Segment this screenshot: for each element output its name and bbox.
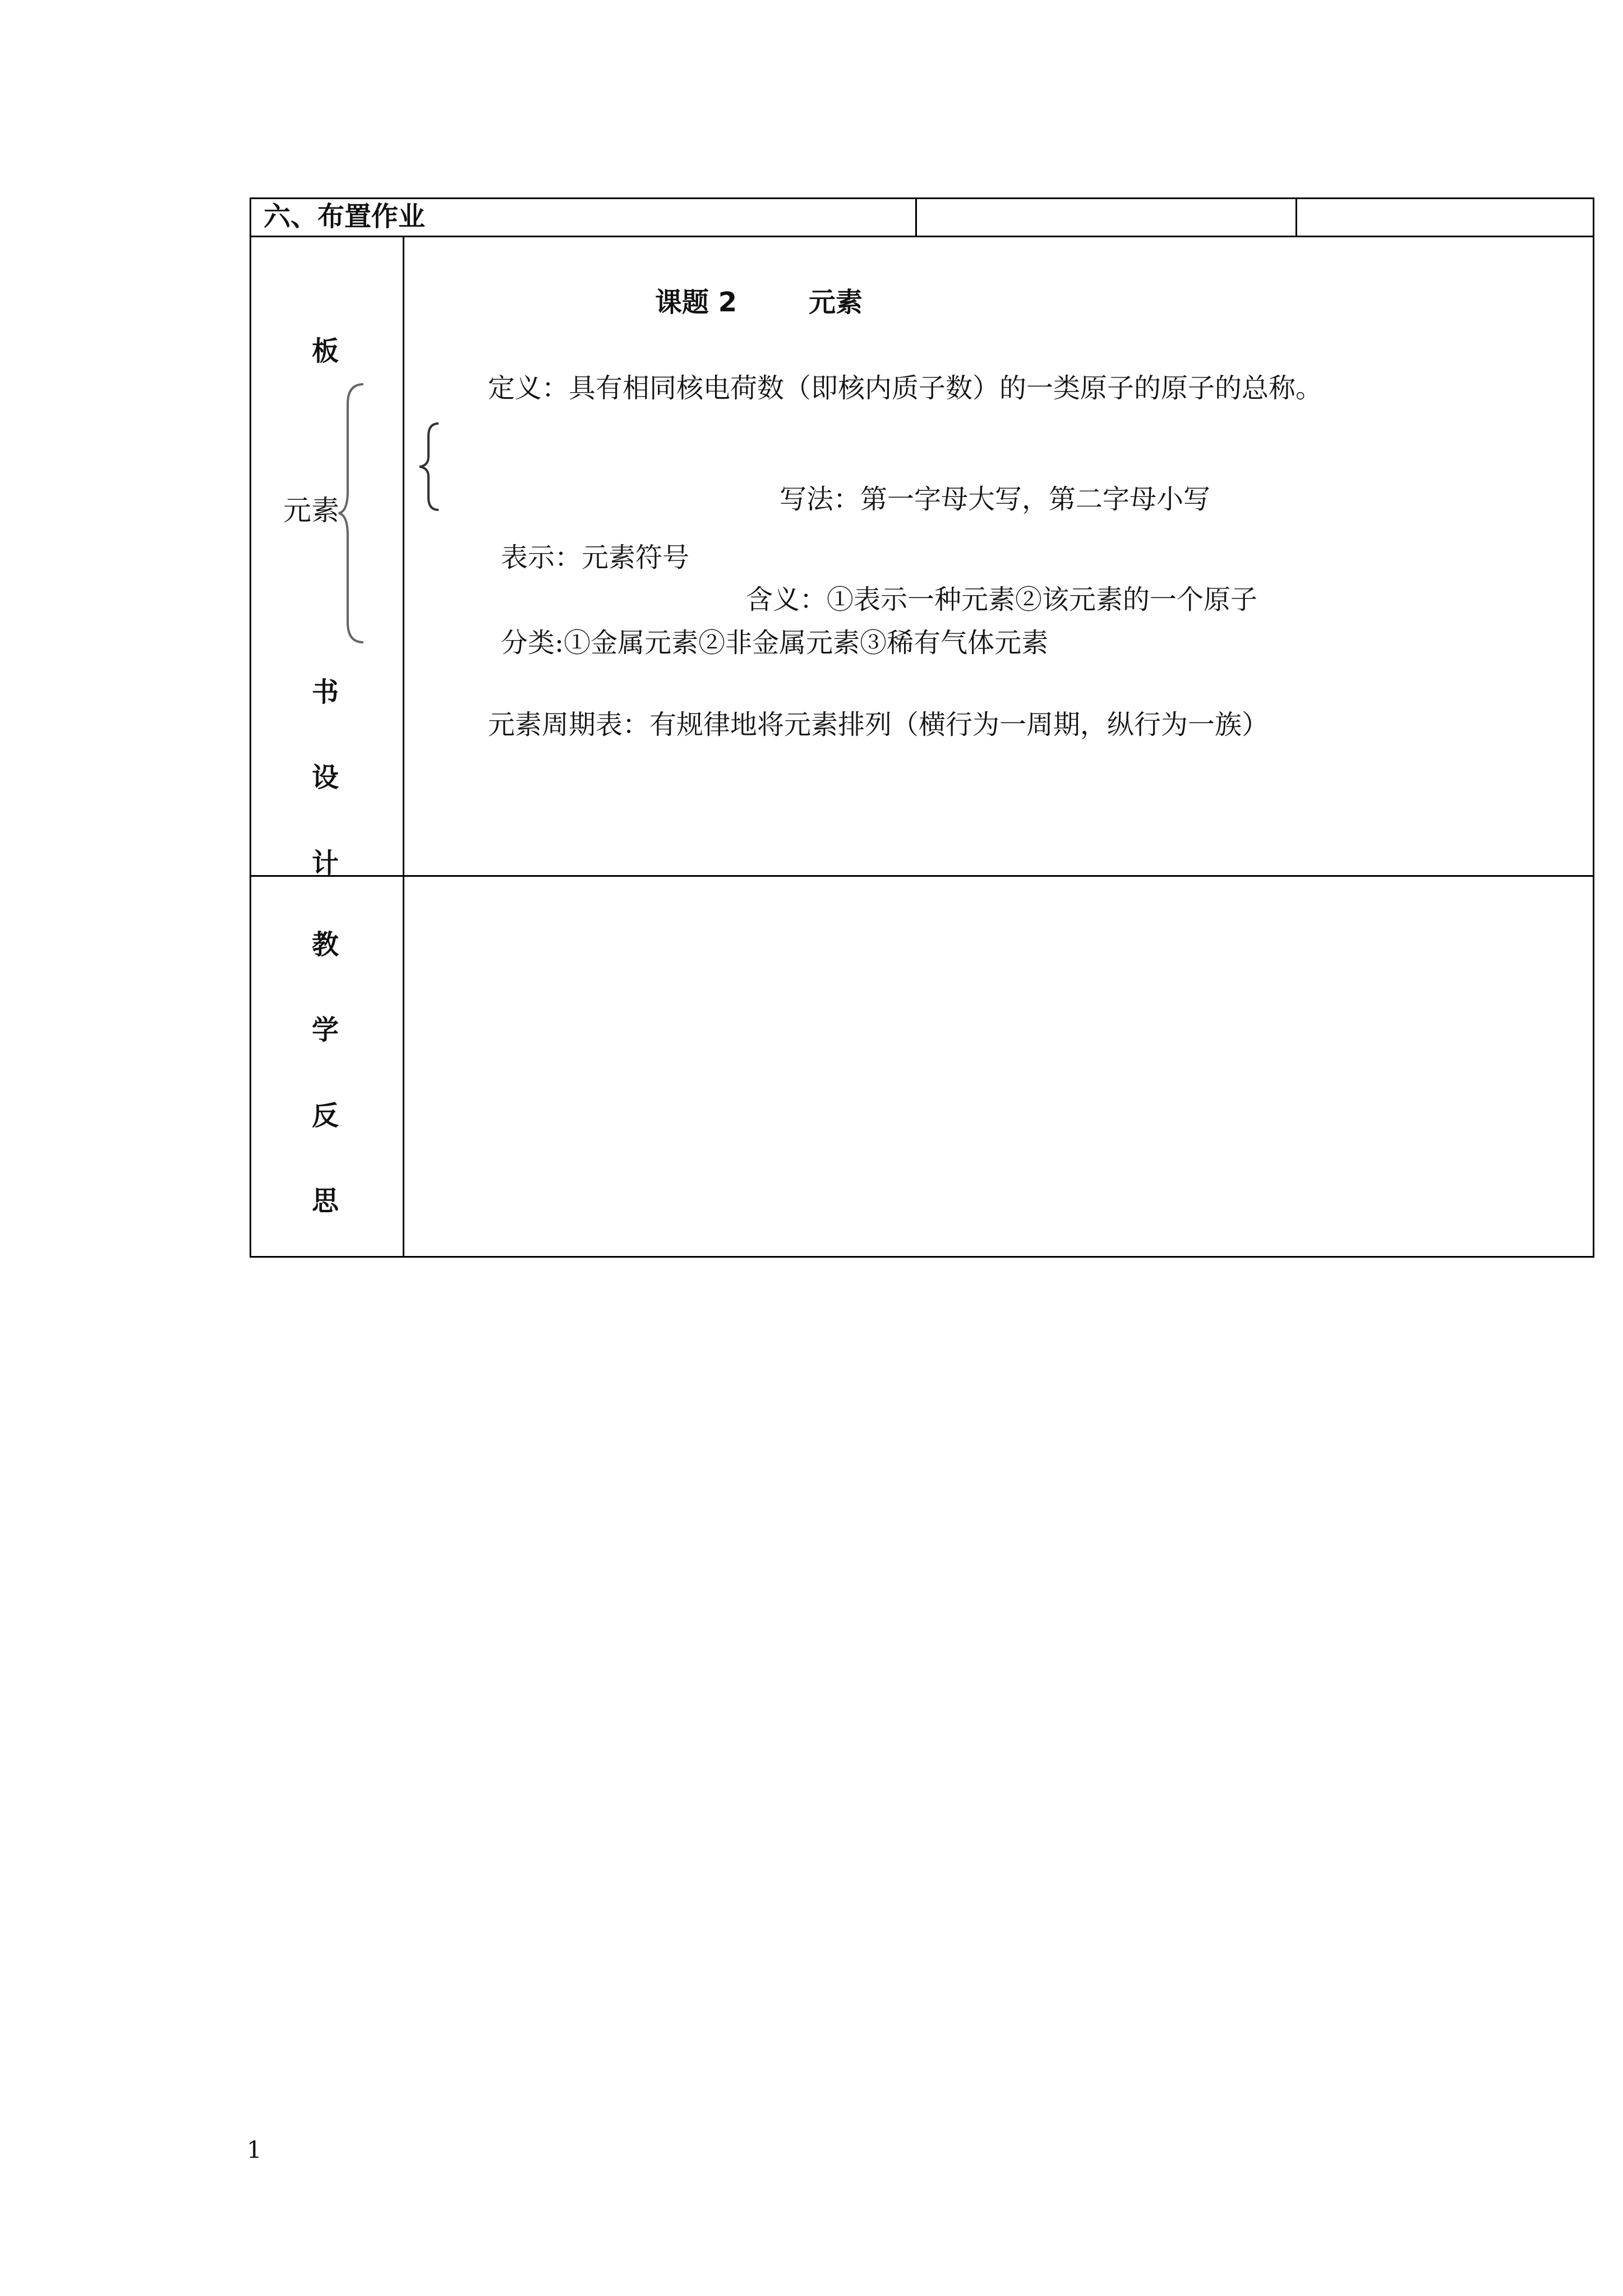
header-col-divider-1 (915, 197, 917, 237)
reflection-label-char-2: 学 (312, 1014, 339, 1046)
label-col-divider (403, 236, 404, 1258)
header-row-divider (250, 236, 1594, 237)
board-label-char-1: 板 (312, 335, 339, 367)
large-brace-icon (336, 381, 370, 645)
periodic-table-text: 元素周期表：有规律地将元素排列（横行为一周期，纵行为一族） (488, 709, 1269, 740)
board-label-char-2: 书 (312, 677, 339, 708)
writing-rule-text: 写法：第一字母大写，第二字母小写 (780, 484, 1211, 515)
representation-text: 表示：元素符号 (501, 542, 690, 573)
reflection-label-char-4: 思 (312, 1185, 339, 1217)
lesson-title-word: 元素 (809, 287, 863, 318)
board-row-divider (250, 875, 1594, 877)
meaning-text: 含义：①表示一种元素②该元素的一个原子 (746, 584, 1258, 615)
reflection-label-char-1: 教 (312, 929, 339, 960)
reflection-label-char-3: 反 (312, 1100, 339, 1131)
board-label-char-4: 计 (312, 848, 339, 879)
classification-text: 分类:①金属元素②非金属元素③稀有气体元素 (501, 627, 1049, 659)
element-side-word: 元素 (283, 494, 339, 527)
small-brace-icon (416, 422, 444, 512)
definition-text: 定义：具有相同核电荷数（即核内质子数）的一类原子的原子的总称。 (488, 372, 1323, 404)
lesson-title: 课题 2 (655, 287, 737, 318)
page-number: 1 (247, 2136, 262, 2164)
section-title: 六、布置作业 (264, 201, 426, 232)
header-col-divider-2 (1295, 197, 1297, 237)
board-label-char-3: 设 (312, 762, 339, 793)
